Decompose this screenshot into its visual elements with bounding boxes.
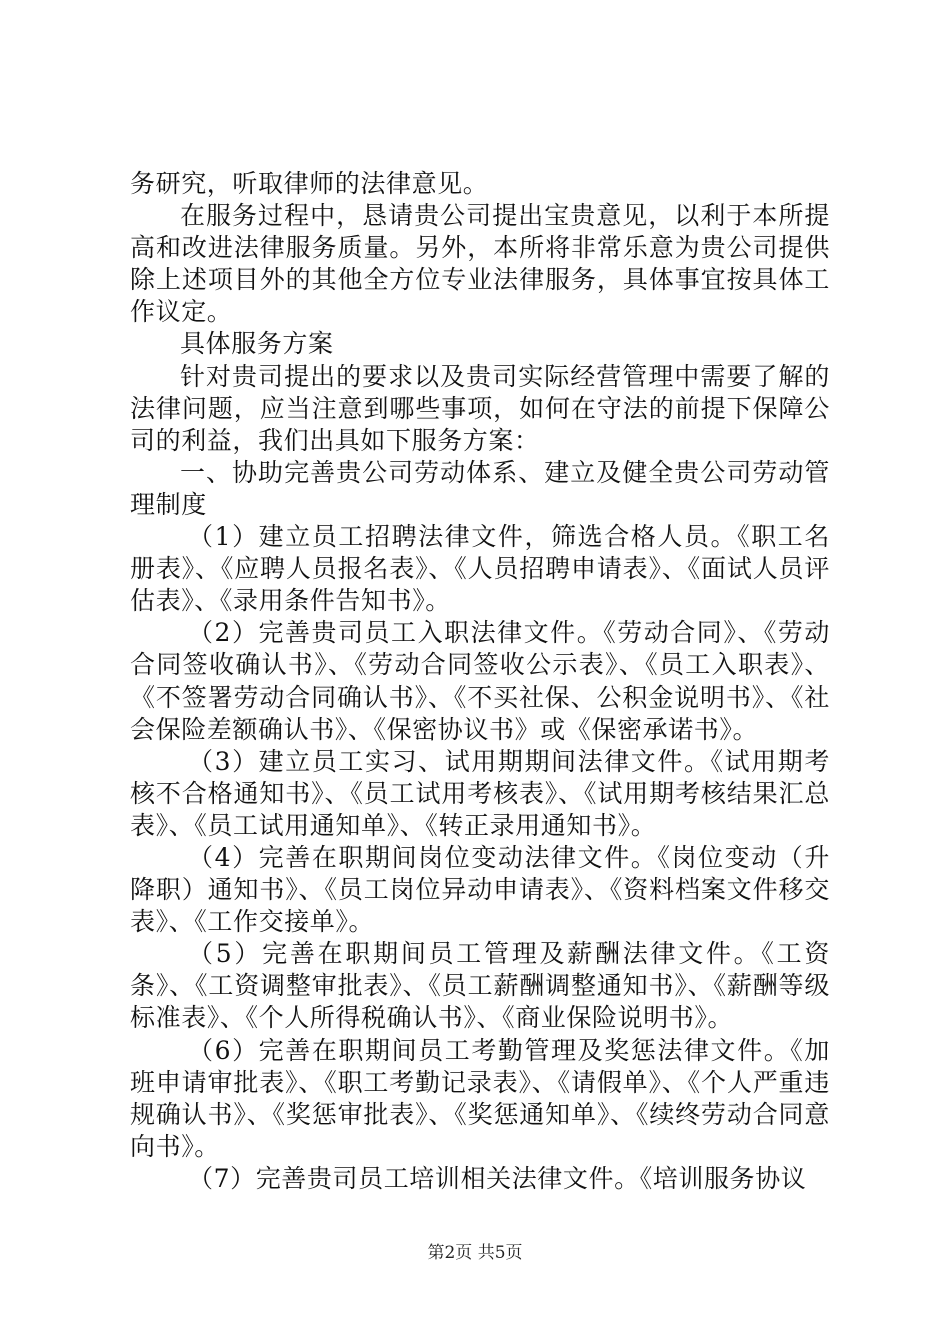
list-item: （6）完善在职期间员工考勤管理及奖惩法律文件。《加班申请审批表》、《职工考勤记录表》、《请假单》、《个人严重违规确认书》、《奖惩审批表》、《奖惩通知单》、《续终劳动合同意向书》。	[130, 1035, 830, 1161]
list-item: （4）完善在职期间岗位变动法律文件。《岗位变动（升降职）通知书》、《员工岗位异动申请表》、《资料档案文件移交表》、《工作交接单》。	[130, 842, 830, 937]
list-item: （1）建立员工招聘法律文件，筛选合格人员。《职工名册表》、《应聘人员报名表》、《人员招聘申请表》、《面试人员评估表》、《录用条件告知书》。	[130, 522, 830, 616]
item-heading-1: 一、协助完善贵公司劳动体系、建立及健全贵公司劳动管理制度	[130, 457, 830, 519]
paragraph-intro: 针对贵司提出的要求以及贵司实际经营管理中需要了解的法律问题，应当注意到哪些事项，如何在守法的前提下保障公司的利益，我们出具如下服务方案：	[130, 361, 830, 455]
list-item: （3）建立员工实习、试用期期间法律文件。《试用期考核不合格通知书》、《员工试用考核表》、《试用期考核结果汇总表》、《员工试用通知单》、《转正录用通知书》。	[130, 746, 830, 840]
paragraph-continuation: 务研究，听取律师的法律意见。	[130, 169, 489, 198]
list-item: （7）完善贵司员工培训相关法律文件。《培训服务协议	[188, 1163, 807, 1193]
list-item: （5）完善在职期间员工管理及薪酬法律文件。《工资条》、《工资调整审批表》、《员工薪酬调整通知书》、《薪酬等级标准表》、《个人所得税确认书》、《商业保险说明书》。	[130, 939, 830, 1033]
section-heading: 具体服务方案	[180, 329, 334, 359]
list-item: （2）完善贵司员工入职法律文件。《劳动合同》、《劳动合同签收确认书》、《劳动合同签收公示表》、《员工入职表》、《不签署劳动合同确认书》、《不买社保、公积金说明书》、《社会保险差额确认书》、《保密协议书》或《保密承诺书》。	[130, 618, 830, 744]
paragraph-feedback: 在服务过程中，恳请贵公司提出宝贵意见，以利于本所提高和改进法律服务质量。另外，本所将非常乐意为贵公司提供除上述项目外的其他全方位专业法律服务，具体事宜按具体工作议定。	[130, 201, 830, 327]
document-body	[130, 168, 830, 1195]
page-number-footer: 第2页 共5页	[427, 1243, 523, 1263]
